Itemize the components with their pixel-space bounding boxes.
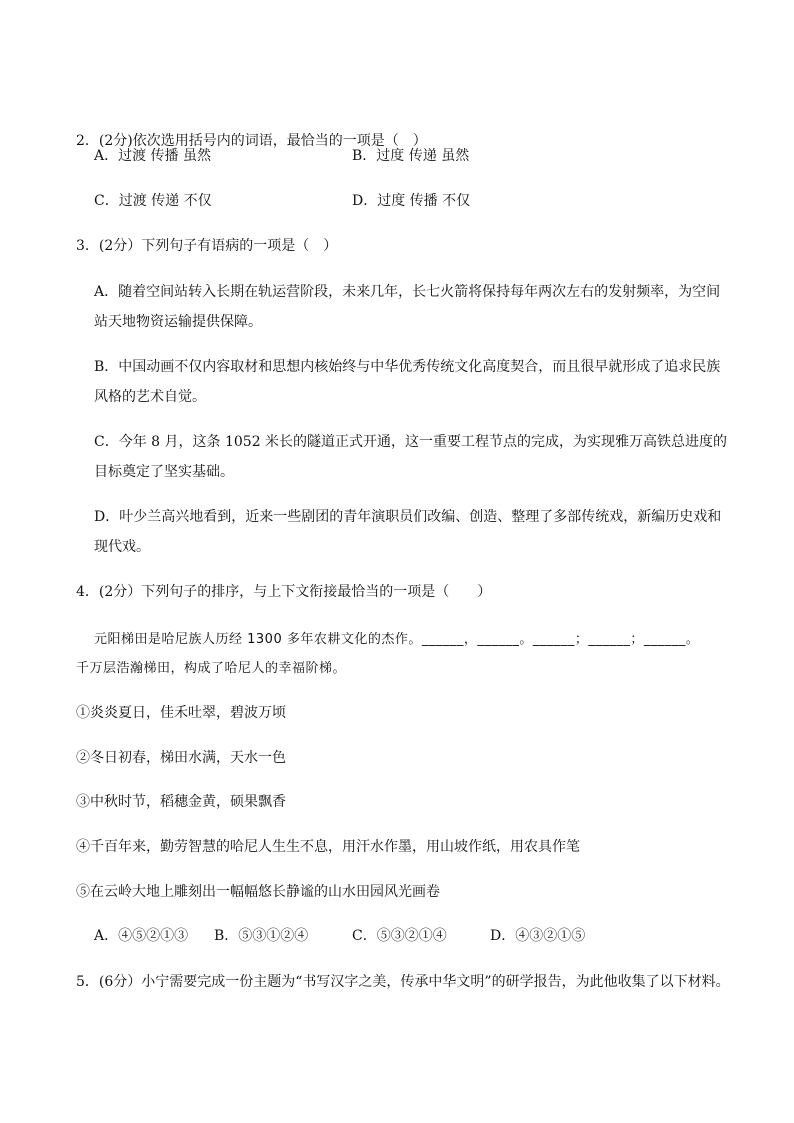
question-4-item-2: ②冬日初春，梯田水满，天水一色: [76, 750, 286, 766]
question-4-item-1: ①炎炎夏日，佳禾吐翠，碧波万顷: [76, 705, 286, 721]
question-4-stem: 4．(2分）下列句子的排序，与上下文衔接最恰当的一项是（ ）: [76, 584, 492, 600]
question-2-option-b: B．过度 传递 虽然: [352, 148, 470, 164]
question-4-choice-a: A．④⑤②①③: [94, 928, 189, 944]
question-2-option-c: C．过渡 传递 不仅: [94, 193, 212, 209]
question-3-option-d-line-2: 现代戏。: [94, 539, 150, 555]
question-3-option-b-line-2: 风格的艺术自觉。: [94, 389, 206, 405]
question-4-item-5: ⑤在云岭大地上雕刻出一幅幅悠长静谧的山水田园风光画卷: [76, 884, 440, 900]
question-3-option-c-line-1: C．今年 8 月，这条 1052 米长的隧道正式开通，这一重要工程节点的完成，为实现雅万高铁总进度的: [94, 434, 728, 450]
question-4-choice-c: C．⑤③②①④: [352, 928, 447, 944]
question-3-option-a-line-1: A．随着空间站转入长期在轨运营阶段，未来几年，长七火箭将保持每年两次左右的发射频率，为空间: [94, 284, 721, 300]
question-2-option-a: A．过渡 传播 虽然: [94, 148, 212, 164]
question-4-choice-d: D．④③②①⑤: [490, 928, 586, 944]
question-4-choice-b: B．⑤③①②④: [214, 928, 309, 944]
question-2-option-d: D．过度 传播 不仅: [352, 193, 471, 209]
question-3-option-d-line-1: D．叶少兰高兴地看到，近来一些剧团的青年演职员们改编、创造、整理了多部传统戏，新编历史戏和: [94, 509, 722, 525]
question-5-stem: 5．(6分）小宁需要完成一份主题为“书写汉字之美，传承中华文明”的研学报告，为此他收集了以下材料。: [76, 974, 730, 990]
question-3-option-c-line-2: 目标奠定了坚实基础。: [94, 464, 234, 480]
question-4-passage-line-1: 元阳梯田是哈尼族人历经 1300 多年农耕文化的杰作。______，______。______；______；______。: [94, 632, 700, 647]
question-3-option-a-line-2: 站天地物资运输提供保障。: [94, 314, 262, 330]
question-4-item-4: ④千百年来，勤劳智慧的哈尼人生生不息，用汗水作墨，用山坡作纸，用农具作笔: [76, 839, 580, 855]
question-4-item-3: ③中秋时节，稻穗金黄，硕果飘香: [76, 794, 286, 810]
question-3-option-b-line-1: B．中国动画不仅内容取材和思想内核始终与中华优秀传统文化高度契合，而且很早就形成了追求民族: [94, 359, 721, 375]
question-3-stem: 3．(2分）下列句子有语病的一项是（ ）: [76, 238, 338, 254]
question-2-stem: 2．(2分)依次选用括号内的词语，最恰当的一项是（ ）: [76, 133, 427, 149]
question-4-passage-line-2: 千万层浩瀚梯田，构成了哈尼人的幸福阶梯。: [76, 661, 347, 676]
